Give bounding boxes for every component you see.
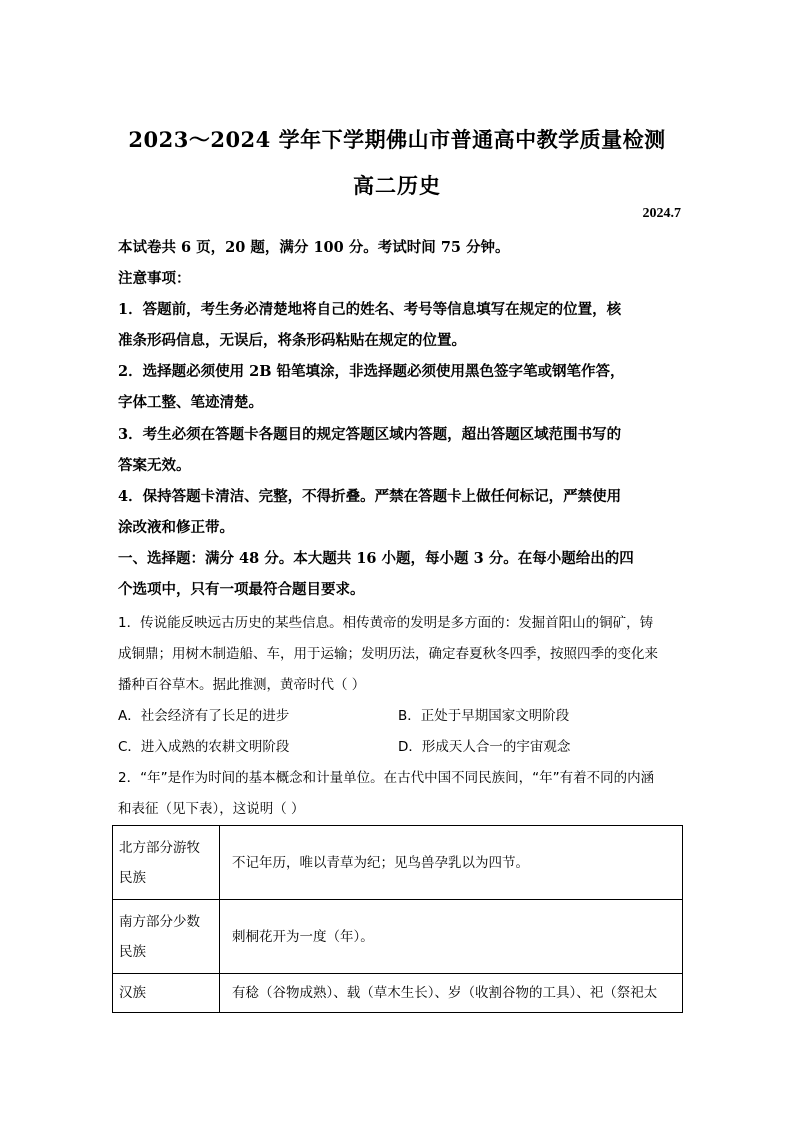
notice-line: 字体工整、笔迹清楚。 [118, 394, 263, 411]
exam-intro: 本试卷共 6 页，20 题，满分 100 分。考试时间 75 分钟。 [118, 239, 510, 256]
notice-line: 4．保持答题卡清洁、完整，不得折叠。严禁在答题卡上做任何标记，严禁使用 [118, 488, 622, 505]
q2-table [112, 825, 683, 1013]
notice-heading: 注意事项： [118, 270, 191, 287]
q1-option-a: A．社会经济有了长足的进步 [118, 708, 290, 724]
q1-option-b: B．正处于早期国家文明阶段 [398, 708, 570, 724]
table-cell-desc: 刺桐花开为一度（年）。 [220, 900, 683, 974]
section-heading: 个选项中，只有一项最符合题目要求。 [118, 581, 365, 598]
table-cell-desc: 有稔（谷物成熟）、载（草木生长）、岁（收割谷物的工具）、祀（祭祀太 [220, 974, 683, 1013]
table-cell-group [113, 900, 220, 974]
q1-stem: 成铜鼎；用树木制造船、车，用于运输；发明历法，确定春夏秋冬四季，按照四季的变化来 [118, 646, 658, 662]
table-cell-desc: 不记年历，唯以青草为纪；见鸟兽孕乳以为四节。 [220, 826, 683, 900]
group-label: 北方部分游牧 [119, 839, 200, 856]
exam-title: 2023～2024 学年下学期佛山市普通高中教学质量检测 [128, 127, 666, 152]
group-label: 汉族 [119, 985, 146, 1001]
notice-line: 1．答题前，考生务必清楚地将自己的姓名、考号等信息填写在规定的位置，核 [118, 301, 622, 318]
exam-subject: 高二历史 [353, 173, 441, 198]
table-cell-group [113, 974, 220, 1013]
notice-line: 2．选择题必须使用 2B 铅笔填涂，非选择题必须使用黑色签字笔或钢笔作答， [118, 363, 625, 380]
q1-option-c: C．进入成熟的农耕文明阶段 [118, 739, 290, 755]
q1-stem: 1．传说能反映远古历史的某些信息。相传黄帝的发明是多方面的：发掘首阳山的铜矿，铸 [118, 615, 654, 631]
q2-stem: 2．“年”是作为时间的基本概念和计量单位。在古代中国不同民族间，“年”有着不同的内涵 [118, 770, 655, 786]
group-label: 民族 [119, 869, 146, 886]
table-row [113, 974, 683, 1013]
q1-option-d: D．形成天人合一的宇宙观念 [398, 739, 571, 755]
table-row [113, 900, 683, 974]
notice-line: 涂改液和修正带。 [118, 519, 234, 536]
notice-line: 3．考生必须在答题卡各题目的规定答题区域内答题，超出答题区域范围书写的 [118, 426, 622, 443]
notice-line: 准条形码信息，无误后，将条形码粘贴在规定的位置。 [118, 332, 466, 349]
table-cell-group [113, 826, 220, 900]
exam-date: 2024.7 [642, 206, 681, 221]
group-label: 民族 [119, 943, 146, 960]
q1-stem: 播种百谷草木。据此推测，黄帝时代（ ） [118, 677, 366, 693]
q2-stem: 和表征（见下表），这说明（ ） [118, 801, 305, 817]
section-heading: 一、选择题：满分 48 分。本大题共 16 小题，每小题 3 分。在每小题给出的四 [118, 550, 634, 567]
group-label: 南方部分少数 [119, 913, 200, 930]
notice-line: 答案无效。 [118, 457, 191, 474]
table-row [113, 826, 683, 900]
